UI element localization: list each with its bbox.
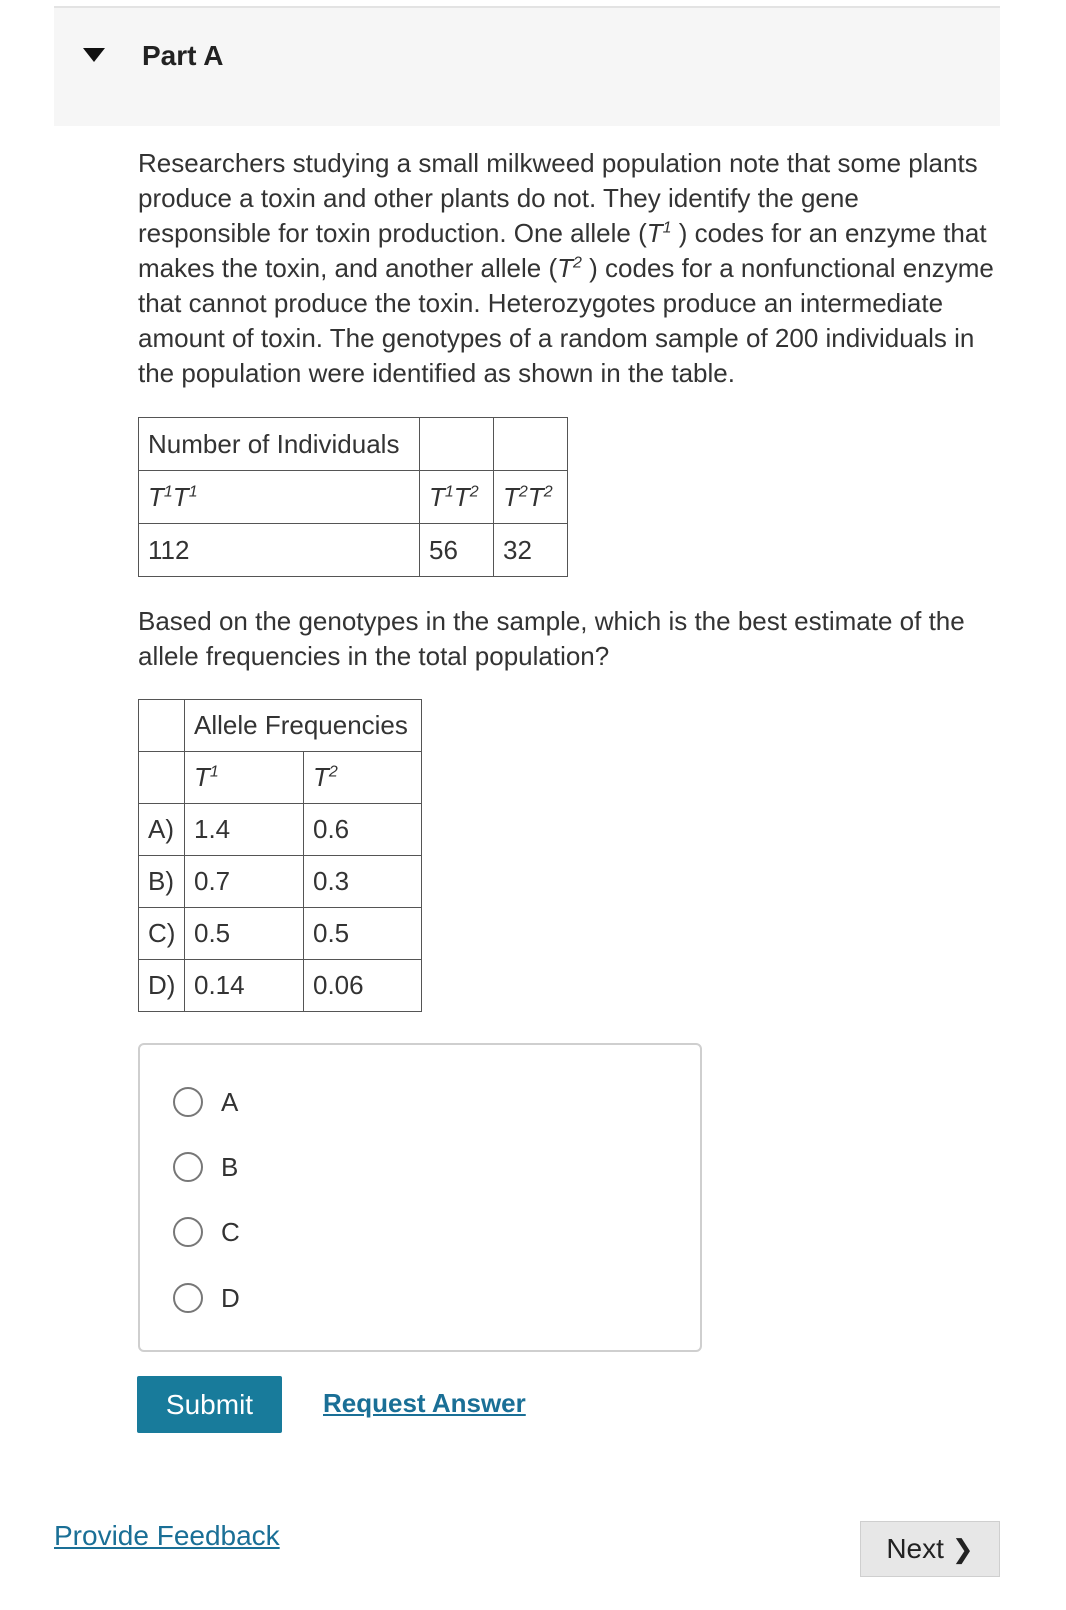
answer-choices — [138, 1043, 702, 1352]
radio-button[interactable] — [173, 1087, 203, 1117]
genotype-table-header: Number of Individuals — [139, 418, 420, 471]
genotype-cell: $T^1T^1$ — [139, 471, 420, 524]
option-t1-value: 0.14 — [185, 960, 304, 1012]
option-label: B) — [139, 856, 185, 908]
allele-table-corner — [139, 752, 185, 804]
genotype-table — [138, 417, 568, 577]
option-t1-value: 0.7 — [185, 856, 304, 908]
part-title: Part A — [142, 40, 224, 71]
choice-c[interactable]: C — [173, 1214, 240, 1250]
count-cell: 56 — [420, 524, 494, 577]
option-t2-value: 0.5 — [304, 908, 422, 960]
submit-button[interactable]: Submit — [137, 1376, 282, 1433]
allele-table-header: Allele Frequencies — [185, 700, 422, 752]
option-t2-value: 0.3 — [304, 856, 422, 908]
genotype-table-header-empty — [420, 418, 494, 471]
allele-column-header: $T^2$ — [304, 752, 422, 804]
option-label: C) — [139, 908, 185, 960]
choice-b[interactable]: B — [173, 1149, 238, 1185]
genotype-cell: $T^1T^2$ — [420, 471, 494, 524]
allele-table — [138, 699, 422, 1012]
choice-a[interactable]: A — [173, 1084, 238, 1120]
allele-table-corner — [139, 700, 185, 752]
genotype-cell: $T^2T^2$ — [494, 471, 568, 524]
radio-button[interactable] — [173, 1283, 203, 1313]
collapse-triangle-icon[interactable] — [83, 48, 105, 62]
question-prompt: Based on the genotypes in the sample, which is the best estimate of the allele frequencies in the total population? — [138, 606, 965, 671]
question-intro: Researchers studying a small milkweed population note that some plants produce a toxin and other plants do not. They identify the gene responsible for toxin production. One allele ($T^1$ ) codes for an enzyme that makes the toxin, and another allele ($T^2$ ) codes for a nonfunctional enzyme that cannot produce the toxin. Heterozygotes produce an intermediate amount of toxin. The genotypes of a random sample of 200 individuals in the population were identified as shown in the table. — [138, 148, 994, 388]
chevron-right-icon: ❯ — [951, 1533, 974, 1564]
option-label: D) — [139, 960, 185, 1012]
option-t1-value: 0.5 — [185, 908, 304, 960]
option-t2-value: 0.06 — [304, 960, 422, 1012]
genotype-table-header-empty — [494, 418, 568, 471]
option-label: A) — [139, 804, 185, 856]
option-t2-value: 0.6 — [304, 804, 422, 856]
count-cell: 112 — [139, 524, 420, 577]
next-button[interactable]: Next ❯ — [860, 1521, 1000, 1577]
provide-feedback-link[interactable]: Provide Feedback — [54, 1520, 280, 1551]
count-cell: 32 — [494, 524, 568, 577]
choice-d[interactable]: D — [173, 1280, 240, 1316]
allele-column-header: $T^1$ — [185, 752, 304, 804]
request-answer-link[interactable]: Request Answer — [323, 1388, 526, 1418]
option-t1-value: 1.4 — [185, 804, 304, 856]
radio-button[interactable] — [173, 1217, 203, 1247]
radio-button[interactable] — [173, 1152, 203, 1182]
